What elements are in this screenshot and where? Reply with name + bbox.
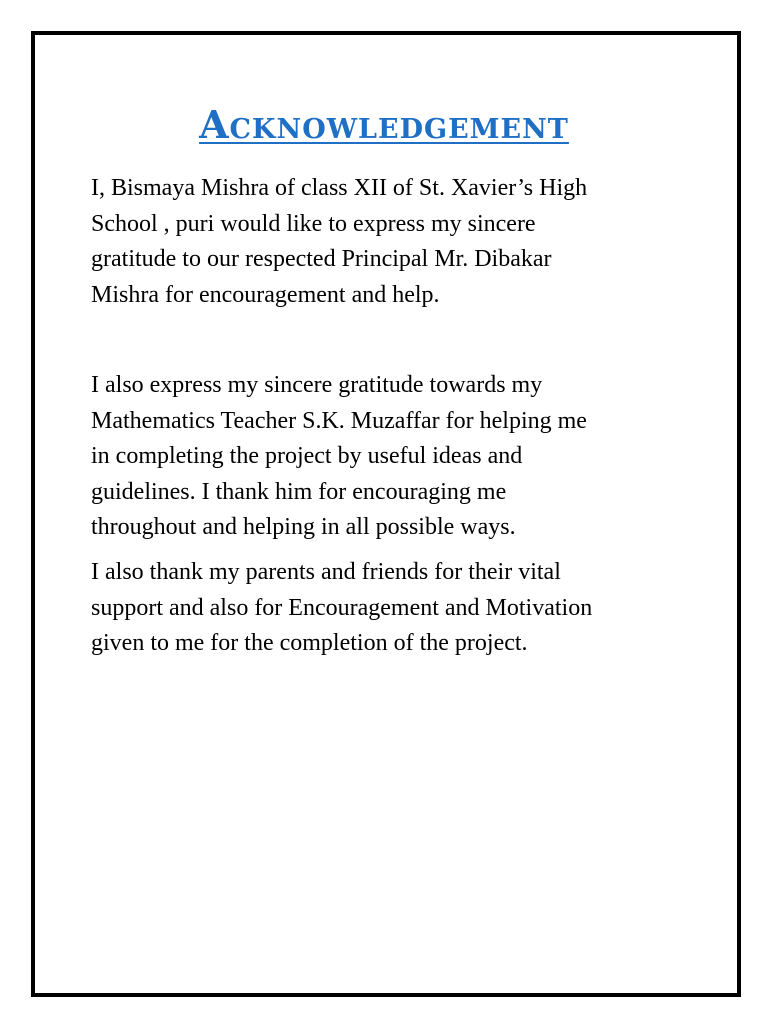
page-title: Acknowledgement <box>199 102 569 147</box>
paragraph-parents: I also thank my parents and friends for their vital support and also for Encouragement and Motivation given to me for the completion of the project. <box>91 559 593 656</box>
paragraph-principal: I, Bismaya Mishra of class XII of St. Xavier’s High School , puri would like to express my sincere gratitude to our respected Principal Mr. Dibakar Mishra for encouragement and help. <box>91 175 588 308</box>
paragraph-teacher: I also express my sincere gratitude towards my Mathematics Teacher S.K. Muzaffar for helping me in completing the project by useful ideas and guidelines. I thank him for encouraging me throughout and helping in all possible ways. <box>91 372 587 540</box>
